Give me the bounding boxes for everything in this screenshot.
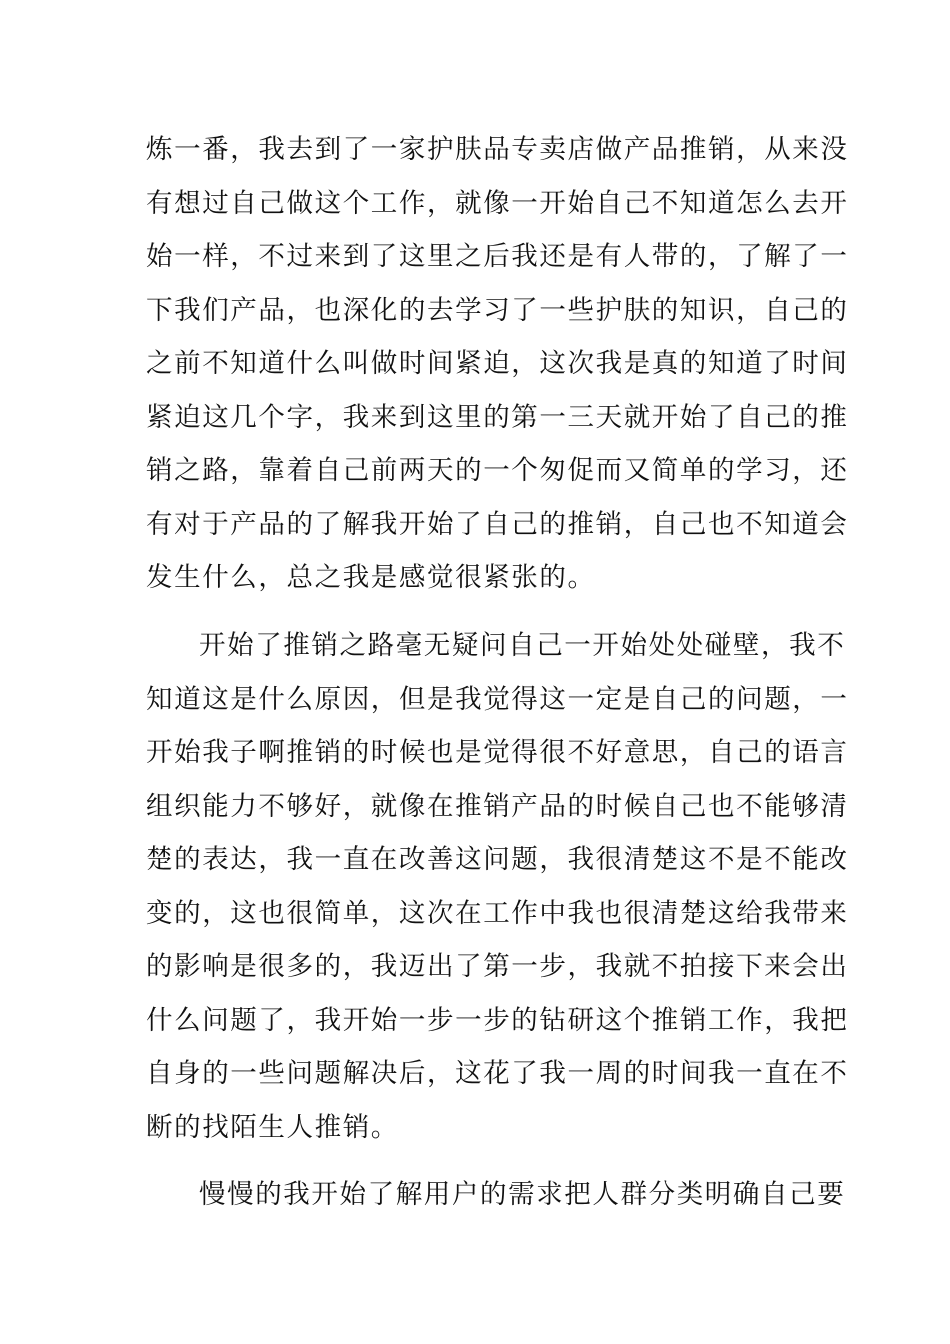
text-line: 开始我子啊推销的时候也是觉得很不好意思，自己的语言 bbox=[146, 737, 849, 768]
text-line: 发生什么，总之我是感觉很紧张的。 bbox=[146, 562, 596, 593]
text-line-first: 开始了推销之路毫无疑问自己一开始处处碰壁，我不 bbox=[199, 630, 846, 661]
text-line: 炼一番，我去到了一家护肤品专卖店做产品推销，从来没 bbox=[146, 134, 849, 165]
text-line: 什么问题了，我开始一步一步的钻研这个推销工作，我把 bbox=[146, 1004, 849, 1036]
text-line: 有想过自己做这个工作，就像一开始自己不知道怎么去开 bbox=[146, 187, 849, 219]
text-line: 下我们产品，也深化的去学习了一些护肤的知识，自己的 bbox=[146, 294, 849, 326]
text-line: 知道这是什么原因，但是我觉得这一定是自己的问题，一 bbox=[146, 683, 849, 715]
text-line: 始一样，不过来到了这里之后我还是有人带的，了解了一 bbox=[146, 241, 849, 272]
text-line: 变的，这也很简单，这次在工作中我也很清楚这给我带来 bbox=[146, 897, 849, 929]
text-line: 组织能力不够好，就像在推销产品的时候自己也不能够清 bbox=[146, 790, 849, 822]
text-line: 紧迫这几个字，我来到这里的第一三天就开始了自己的推 bbox=[146, 401, 849, 433]
paragraph-3 bbox=[146, 1168, 846, 1222]
paragraph-1 bbox=[146, 123, 849, 605]
text-line: 断的找陌生人推销。 bbox=[146, 1111, 399, 1143]
text-line: 有对于产品的了解我开始了自己的推销，自己也不知道会 bbox=[146, 508, 849, 540]
text-line: 之前不知道什么叫做时间紧迫，这次我是真的知道了时间 bbox=[146, 348, 849, 379]
text-line: 自身的一些问题解决后，这花了我一周的时间我一直在不 bbox=[146, 1058, 849, 1089]
text-line-first: 慢慢的我开始了解用户的需求把人群分类明确自己要 bbox=[199, 1179, 846, 1210]
paragraph-2 bbox=[146, 619, 849, 1154]
text-line: 楚的表达，我一直在改善这问题，我很清楚这不是不能改 bbox=[146, 844, 849, 875]
text-line: 的影响是很多的，我迈出了第一步，我就不拍接下来会出 bbox=[146, 951, 849, 982]
text-line: 销之路，靠着自己前两天的一个匆促而又简单的学习，还 bbox=[146, 455, 849, 486]
